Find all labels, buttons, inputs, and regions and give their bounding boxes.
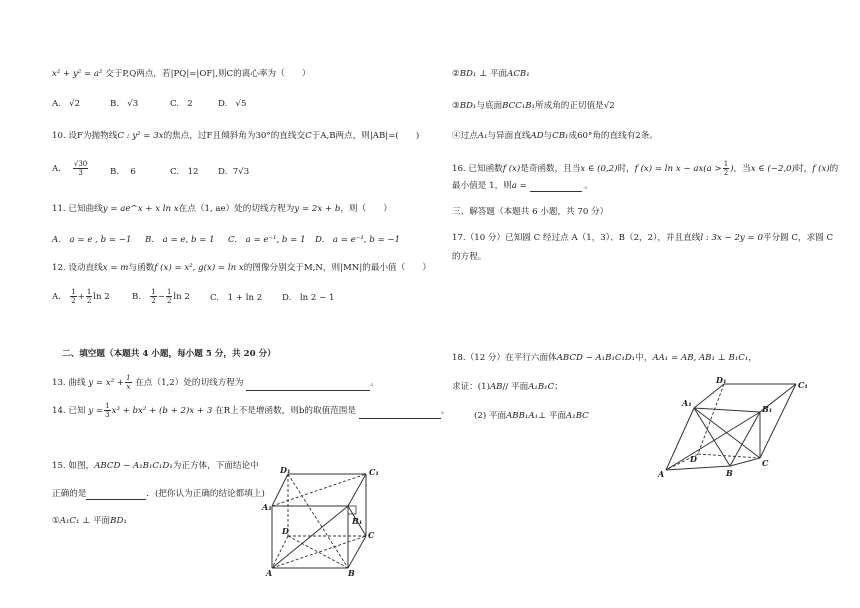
prism-label-a: A (658, 469, 665, 479)
cube-label-b1: B₁ (352, 516, 363, 526)
q15-conclusion-2: ②BD₁ ⊥ 平面ACB₁ (452, 69, 530, 79)
q12-option-d: D. ln 2 − 1 (282, 293, 335, 303)
q17-line1: 17.（10 分）已知圆 C 经过点 A（1，3）、B（2，2），并且直线l : 3x − 2y = 0平分圆 C，求圆 C (452, 233, 834, 243)
q15-conclusion-1: ①A₁C₁ ⊥ 平面BD₁ (52, 516, 127, 526)
q13-answer-blank[interactable] (246, 380, 370, 391)
q12-option-b: B. $\frac{1}{2}$ − $\frac{1}{2}$ ln 2 (132, 288, 190, 305)
q10-option-b: B. 6 (110, 167, 136, 177)
prism-label-a1: A₁ (682, 398, 692, 408)
q11-option-a: A. a = e , b = −1 (52, 235, 132, 245)
q11-option-b: B. a = e, b = 1 (145, 235, 215, 245)
q10-option-a: A. $\frac{√30}{3}$ (52, 160, 88, 177)
q18-line1: 18.（12 分）在平行六面体ABCD − A₁B₁C₁D₁中，AA₁ = AB, AB₁ ⊥ B₁C₁， (452, 353, 757, 363)
q15-line2: 正确的是 ．(把你认为正确的结论都填上) (52, 489, 265, 499)
q8-option-b: B. √3 (110, 99, 139, 109)
q15-conclusion-3: ③BD₁与底面BCC₁B₁所成角的正切值是√2 (452, 101, 615, 111)
section-3-title: 三、解答题（本题共 6 小题，共 70 分） (452, 207, 609, 217)
cube-label-a: A (266, 568, 273, 578)
q10-option-d: D. 7√3 (218, 167, 250, 177)
q18-part2: (2) 平面ABB₁A₁⊥ 平面A₁BC (474, 411, 589, 421)
cube-label-c: C (368, 530, 375, 540)
q15-conclusion-4: ④过点A₁与异面直线AD与CB₁成60°角的直线有2条。 (452, 131, 658, 141)
q8-text: 交于P,Q两点，若|PQ|=|OF|,则C的离心率为（ ） (105, 69, 311, 79)
section-2-title: 二、填空题（本题共 4 小题，每小题 5 分，共 20 分） (62, 349, 276, 359)
prism-label-b: B (726, 468, 733, 478)
prism-label-d1: D₁ (716, 375, 727, 385)
prism-label-d: D (690, 454, 697, 464)
prism-label-c: C (762, 458, 769, 468)
q12-stem: 12. 设动直线x = m与函数f (x) = x², g(x) = ln x的图像分别交于M,N，则|MN|的最小值（ ） (52, 263, 431, 273)
q14-answer-blank[interactable] (359, 408, 441, 419)
q16-line2: 最小值是 1，则a = 。 (452, 181, 593, 191)
q10-option-c: C. 12 (170, 167, 199, 177)
prism-label-b1: B₁ (762, 404, 773, 414)
q11-stem: 11. 已知曲线y = ae^x + x ln x在点（1, ae）处的切线方程为y = 2x + b，则（ ） (52, 204, 392, 214)
q16-answer-blank[interactable] (530, 181, 582, 192)
cube-label-c1: C₁ (369, 467, 379, 477)
q15-answer-blank[interactable] (86, 489, 146, 500)
q14-stem: 14. 已知 y = $\frac{1}{3}$ x³ + bx² + (b + 2)x + 3 在R上不是增函数，则b的取值范围是 。 (52, 402, 450, 419)
q17-line2: 的方程。 (452, 252, 487, 262)
q8-option-c: C. 2 (170, 99, 193, 109)
cube-label-d1: D₁ (280, 465, 291, 475)
q13-stem: 13. 曲线 y = x² + $\frac{1}{x}$ 在点（1,2）处的切线方程为 。 (52, 374, 379, 391)
cube-label-d: D (282, 526, 289, 536)
q18-part1: 求证：(1)AB// 平面A₁B₁C； (452, 382, 563, 392)
q8-equation: x² + y² = a² (52, 69, 103, 79)
cube-label-b: B (348, 568, 355, 578)
cube-label-a1: A₁ (262, 502, 272, 512)
q15-stem: 15. 如图，ABCD − A₁B₁C₁D₁为正方体，下面结论中 (52, 461, 259, 471)
prism-label-c1: C₁ (798, 380, 808, 390)
q12-option-c: C. 1 + ln 2 (210, 293, 263, 303)
q10-stem: 10. 设F为抛物线C : y² = 3x的焦点，过F且倾斜角为30°的直线交C于A,B两点，则|AB|=( ) (52, 131, 420, 141)
q11-option-c: C. a = e⁻¹, b = 1 (228, 235, 306, 245)
q12-option-a: A. $\frac{1}{2}$ + $\frac{1}{2}$ ln 2 (52, 288, 110, 305)
q11-option-d: D. a = e⁻¹, b = −1 (315, 235, 401, 245)
q8-option-a: A. √2 (52, 99, 81, 109)
q8-option-d: D. √5 (218, 99, 247, 109)
q16-stem: 16. 已知函数f (x)是奇函数，且当x ∈ (0,2)时，f (x) = ln x − ax(a > $\frac{1}{2}$ )，当x ∈ (−2,0)时，f (x)的 (452, 160, 839, 177)
cube-figure (262, 466, 382, 578)
q8-stem (52, 68, 310, 80)
parallelepiped-figure (656, 375, 808, 479)
